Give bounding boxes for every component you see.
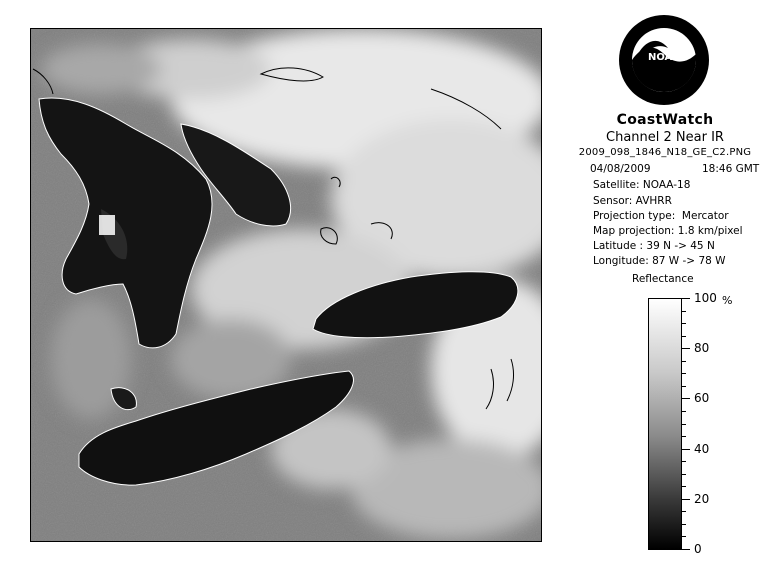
colorbar-tick	[682, 511, 686, 512]
colorbar-tick	[682, 323, 686, 324]
reflectance-colorbar	[648, 298, 682, 550]
colorbar-tick	[682, 549, 690, 550]
colorbar-tick	[682, 499, 690, 500]
date-label: 04/08/2009	[590, 163, 651, 175]
colorbar-tick	[682, 486, 686, 487]
colorbar-tick	[682, 386, 686, 387]
colorbar-tick-label: 0	[694, 542, 702, 556]
noaa-logo-icon	[618, 14, 710, 106]
satellite-label: Satellite: NOAA-18	[593, 179, 691, 191]
colorbar-tick	[682, 398, 690, 399]
colorbar-tick	[682, 348, 690, 349]
channel-label: Channel 2 Near IR	[606, 130, 724, 145]
colorbar-tick	[682, 461, 686, 462]
colorbar-tick-label: 60	[694, 391, 710, 406]
satellite-image	[30, 28, 542, 542]
colorbar-tick	[682, 474, 686, 475]
projection-type-label: Projection type: Mercator	[593, 210, 729, 222]
product-title: CoastWatch	[616, 112, 714, 128]
colorbar-tick	[682, 311, 686, 312]
latitude-label: Latitude : 39 N -> 45 N	[593, 240, 715, 252]
svg-text:NOAA: NOAA	[647, 52, 681, 63]
colorbar-tick-label: 80	[694, 341, 710, 356]
colorbar-tick	[682, 373, 686, 374]
sensor-label: Sensor: AVHRR	[593, 195, 672, 207]
filename-label: 2009_098_1846_N18_GE_C2.PNG	[578, 147, 752, 158]
colorbar-tick	[682, 361, 686, 362]
legend-unit: %	[722, 294, 733, 307]
map-projection-label: Map projection: 1.8 km/pixel	[593, 225, 743, 237]
info-panel	[560, 14, 770, 564]
legend-title: Reflectance	[632, 273, 694, 285]
colorbar-tick	[682, 436, 686, 437]
colorbar-tick-label: 40	[694, 441, 710, 456]
time-label: 18:46 GMT	[702, 163, 760, 175]
colorbar-tick	[682, 336, 686, 337]
longitude-label: Longitude: 87 W -> 78 W	[593, 255, 726, 267]
colorbar-tick	[682, 536, 686, 537]
colorbar-tick	[682, 298, 690, 299]
colorbar-tick	[682, 524, 686, 525]
colorbar-tick	[682, 424, 686, 425]
colorbar-tick-label: 100	[694, 291, 717, 305]
colorbar-tick	[682, 449, 690, 450]
colorbar-tick	[682, 411, 686, 412]
colorbar-tick-label: 20	[694, 491, 710, 506]
